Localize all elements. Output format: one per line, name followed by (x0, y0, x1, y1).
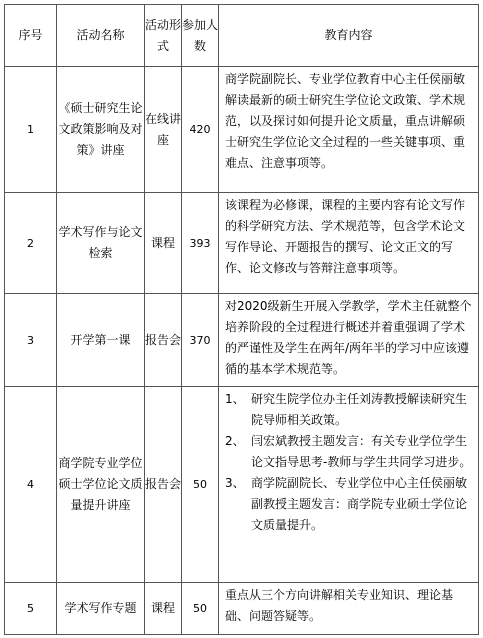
list-item (225, 431, 474, 473)
row-name: 商学院专业学位硕士学位论文质量提升讲座 (57, 387, 145, 583)
row-count: 370 (182, 294, 219, 387)
table-row (5, 294, 479, 387)
table-row (5, 583, 479, 635)
row-count: 420 (182, 67, 219, 193)
row-index: 3 (5, 294, 57, 387)
row-index: 5 (5, 583, 57, 635)
row-index: 2 (5, 193, 57, 294)
list-marker: 2、 (225, 434, 245, 448)
table-row (5, 193, 479, 294)
header-index: 序号 (5, 5, 57, 67)
row-content: 该课程为必修课，课程的主要内容有论文写作的科学研究方法、学术规范等，包含学术论文写作导论、开题报告的撰写、论文正文的写作、论文修改与答辩注意事项等。 (219, 193, 479, 294)
row-name: 开学第一课 (57, 294, 145, 387)
row-content (219, 387, 479, 583)
row-index: 1 (5, 67, 57, 193)
content-list (225, 389, 474, 536)
list-item (225, 389, 474, 431)
row-name: 学术写作与论文检索 (57, 193, 145, 294)
row-index: 4 (5, 387, 57, 583)
header-count: 参加人数 (182, 5, 219, 67)
row-form: 课程 (145, 193, 182, 294)
header-name: 活动名称 (57, 5, 145, 67)
list-text: 闫宏斌教授主题发言：有关专业学位学生论文指导思考-教师与学生共同学习进步。 (251, 434, 472, 469)
row-count: 393 (182, 193, 219, 294)
row-name: 《硕士研究生论文政策影响及对策》讲座 (57, 67, 145, 193)
row-count: 50 (182, 387, 219, 583)
row-count: 50 (182, 583, 219, 635)
activity-table (4, 4, 479, 635)
row-content: 对2020级新生开展入学教学，学术主任就整个培养阶段的全过程进行概述并着重强调了学术的严谨性及学生在两年/两年半的学习中应该遵循的基本学术规范等。 (219, 294, 479, 387)
row-content: 重点从三个方向讲解相关专业知识、理论基础、问题答疑等。 (219, 583, 479, 635)
row-form: 报告会 (145, 294, 182, 387)
row-form: 课程 (145, 583, 182, 635)
list-marker: 1、 (225, 392, 245, 406)
row-form: 在线讲座 (145, 67, 182, 193)
row-form: 报告会 (145, 387, 182, 583)
header-form: 活动形式 (145, 5, 182, 67)
row-name: 学术写作专题 (57, 583, 145, 635)
table-row (5, 67, 479, 193)
header-content: 教育内容 (219, 5, 479, 67)
list-text: 商学院副院长、专业学位中心主任侯丽敏副教授主题发言：商学院专业硕士学位论文质量提升。 (251, 476, 468, 532)
row-content: 商学院副院长、专业学位教育中心主任侯丽敏解读最新的硕士研究生学位论文政策、学术规范，以及探讨如何提升论文质量，重点讲解硕士研究生学位论文全过程的一些关键事项、重难点、注意事项等。 (219, 67, 479, 193)
table-header-row (5, 5, 479, 67)
table-row (5, 387, 479, 583)
list-text: 研究生院学位办主任刘涛教授解读研究生院导师相关政策。 (251, 392, 468, 427)
list-marker: 3、 (225, 476, 245, 490)
list-item (225, 473, 474, 536)
